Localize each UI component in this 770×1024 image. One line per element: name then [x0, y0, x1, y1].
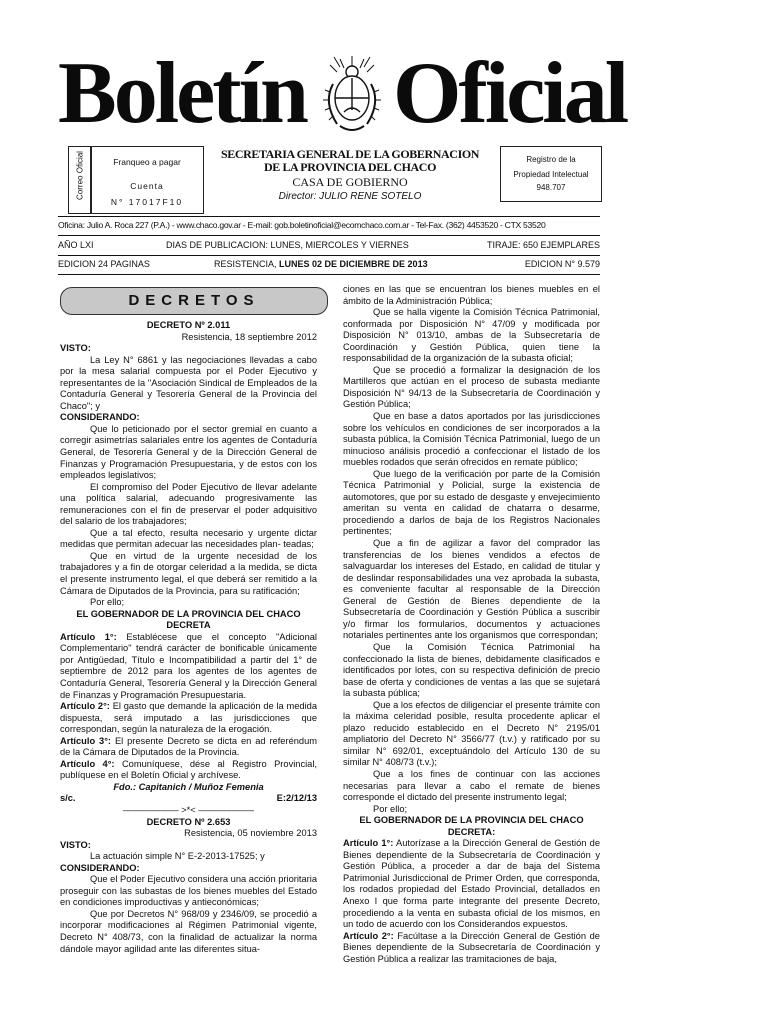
signature: Fdo.: Capitanich / Muñoz Femenia [113, 781, 264, 792]
paragraph: Que luego de la verificación por parte de la Comisión Técnica Patrimonial y Policial, surge la existencia de automotores, que por su estado de desgaste y envejecimiento ameritan su venta en calidad de chatarra o desarme, procediendo a darlos de baja de los Registros Nacionales pertinentes; [343, 468, 600, 537]
paragraph: Que se procedió a formalizar la designación de los Martilleros que actúan en el proceso de subasta mediante Disposición N° 94/13 de la Subsecretaría de Coordinación y Gestión Pública; [343, 364, 600, 410]
paragraph: Que a tal efecto, resulta necesario y urgente dictar medidas que permitan adecuar las necesidades plan- teadas; [60, 527, 317, 550]
paragraph: ciones en las que se encuentran los bienes muebles en el ámbito de la Administración Pública; [343, 284, 600, 306]
visto-heading: VISTO: [60, 839, 91, 850]
article [60, 701, 317, 736]
divider [58, 274, 600, 275]
article [343, 931, 600, 966]
paragraph: El compromiso del Poder Ejecutivo de llevar adelante una política salarial, adecuando progresivamente las remuneraciones con el fin de preservar el poder adquisitivo del salario de los trabajadores; [60, 481, 317, 527]
decree-date: Resistencia, 05 noviembre 2013 [184, 828, 317, 839]
edicion-numero: EDICION N° 9.579 [524, 259, 600, 269]
gobernador-heading: EL GOBERNADOR DE LA PROVINCIA DEL CHACO [359, 815, 584, 826]
decree-title: DECRETO Nº 2.011 [146, 320, 231, 330]
article-label: Artículo 1°: [60, 631, 117, 642]
paragraph: Que en virtud de la urgente necesidad de los trabajadores y a fin de otorgar celeridad a la medida, se dicta el presente instrumento legal, el que deberá ser remitido a la Cámara de Diputados de la Provincia, para su ratificación; [60, 550, 317, 596]
decreta-heading: DECRETA [166, 620, 211, 631]
tiraje: TIRAJE: 650 EJEMPLARES [486, 240, 600, 250]
secretaria-line-1: SECRETARIA GENERAL DE LA GOBERNACION [220, 147, 480, 161]
secretaria-block [205, 148, 495, 204]
sc-date: E:2/12/13 [276, 793, 317, 804]
por-ello: Por ello; [90, 597, 125, 608]
casa-de-gobierno: CASA DE GOBIERNO [292, 175, 408, 189]
franqueo-box [90, 146, 204, 214]
correo-label: Correo Oficial [75, 151, 85, 200]
right-column [343, 284, 600, 965]
article-text: Autorízase a la Dirección General de Gestión de Bienes dependiente de la Subsecretaría de Coordinación y Gestión Pública, a proceder a dar de baja del Sistema Patrimonial Jurisdiccional de Primer Orden, que corresponda, los rodados propiedad del Estado Provincial, detallados en Anexo I que forma parte integrante del presente Decreto, procediendo a la venta en subasta oficial de los mismos, en un todo de acuerdo con los Considerandos expuestos. [343, 838, 600, 930]
separator: —————— >*< —————— [122, 804, 255, 815]
edicion-paginas: EDICION 24 PAGINAS [58, 259, 150, 269]
paragraph: Que a fin de agilizar a favor del comprador las transferencias de los bienes vendidos a efectos de salvaguardar los intereses del Estado, en calidad de titular y de deslindar responsabilidades una vez aprobada la subasta, es conveniente facultar al responsable de la Dirección General de Gestión de Bienes dependiente de la Subsecretaría de Coordinación y Gestión Pública a suscribir y/o firmar los formularios, documentos y actuaciones notariales pertinentes ante los organismos que correspondan; [343, 538, 600, 641]
article-text: Comuníquese, dése al Registro Provincial, publíquese en el Boletín Oficial y archívese. [60, 758, 317, 781]
por-ello: Por ello; [373, 803, 408, 814]
registro-line-1: Registro de la [526, 155, 576, 164]
article [343, 838, 600, 930]
article-label: Artículo 1°: [343, 838, 394, 849]
divider [58, 235, 600, 236]
article [60, 759, 317, 782]
article [60, 632, 317, 701]
article-text: El presente Decreto se dicta en ad referéndum de la Cámara de Diputados de la Provincia. [60, 735, 317, 758]
title-word-right: Oficial [393, 45, 627, 142]
fecha-prefix: RESISTENCIA, [214, 259, 277, 269]
article-label: Artículo 4°: [60, 758, 115, 769]
gobernador-heading: EL GOBERNADOR DE LA PROVINCIA DEL CHACO [76, 608, 301, 619]
sc-label: s/c. [60, 793, 76, 804]
correo-oficial-box [68, 146, 92, 214]
masthead-title [58, 45, 718, 142]
registro-number: 948.707 [536, 183, 566, 192]
publication-footer [60, 793, 317, 805]
secretaria-line-2: DE LA PROVINCIA DEL CHACO [263, 160, 437, 174]
paragraph: Que por Decretos N° 968/09 y 2346/09, se procedió a incorporar modificaciones al Régimen Patrimonial vigente, Decreto N° 408/73, con la finalidad de actualizar la norma dándole mayor agilidad ante las diferentes situa- [60, 908, 317, 954]
paragraph: Que a los efectos de diligenciar el presente trámite con la máxima celeridad posible, resulta procedente aplicar el plazo reducido establecido en el Decreto N° 2195/01 ampliatorio del Decreto N° 3566/77 (t.v.) y ratificado por su similar N° 692/01, exceptuándolo del Artículo 130 de su similar N° 408/73 (t.v.); [343, 699, 600, 768]
director: Director: JULIO RENE SOTELO [278, 191, 422, 202]
title-word-left: Boletín [58, 45, 306, 142]
divider [58, 255, 600, 256]
registro-box [500, 146, 602, 202]
oficina-line: Oficina: Julio A. Roca 227 (P.A.) - www.chaco.gov.ar - E-mail: gob.boletinoficial@ecomchaco.com.ar - Tel-Fax. (362) 4453520 - CTX 53520 [58, 220, 546, 230]
article [60, 736, 317, 759]
left-column [60, 320, 317, 955]
decree-title: DECRETO Nº 2.653 [146, 816, 231, 827]
registro-line-2: Propiedad Intelectual [513, 170, 589, 179]
cuenta-number: N° 17017F10 [110, 197, 184, 207]
article-text: El gasto que demande la aplicación de la medida dispuesta, será imputado a las jurisdicciones que correspondan, según la naturaleza de la erogación. [60, 701, 317, 735]
divider [58, 216, 600, 217]
considerando-heading: CONSIDERANDO: [60, 862, 140, 873]
paragraph: Que el Poder Ejecutivo considera una acción prioritaria proseguir con las subastas de los bienes muebles del Estado en condiciones improductivas y antieconómicas; [60, 874, 317, 908]
coat-of-arms-icon [310, 54, 394, 138]
franqueo-label: Franqueo a pagar [113, 157, 181, 167]
paragraph: Que se halla vigente la Comisión Técnica Patrimonial, conformada por Disposición N° 47/09 y modificada por Disposición N° 013/10, ambas de la Subsecretaría de Coordinación y Gestión Pública, quien tiene la responsabilidad de la organización de la subasta oficial; [343, 307, 600, 364]
paragraph: Que a los fines de continuar con las acciones necesarias para llevar a cabo el remate de bienes corresponde el dictado del presente instrumento legal; [343, 768, 600, 803]
cuenta-label: Cuenta [130, 181, 164, 191]
visto-heading: VISTO: [60, 343, 91, 354]
paragraph: La actuación simple N° E-2-2013-17525; y [90, 851, 265, 862]
decree-date: Resistencia, 18 septiembre 2012 [181, 331, 317, 342]
section-banner: DECRETOS [60, 287, 328, 315]
article-label: Artículo 2°: [60, 701, 110, 712]
considerando-heading: CONSIDERANDO: [60, 412, 140, 423]
paragraph: Que la Comisión Técnica Patrimonial ha confeccionado la lista de bienes, debidamente clasificados e identificados por lotes, con su respectiva definición de precio base de oferta y condiciones de ventas a las que se sujetará la subasta pública; [343, 641, 600, 699]
paragraph: La Ley N° 6861 y las negociaciones llevadas a cabo por la mesa salarial compuesta por el Poder Ejecutivo y representantes de la "Asociación Sindical de Empleados de la Contaduría General y Tesorería General de la Provincia del Chaco"; y [60, 354, 317, 411]
fecha-line [214, 259, 428, 269]
article-label: Artículo 3°: [60, 735, 112, 746]
paragraph: Que lo peticionado por el sector gremial en cuanto a corregir asimetrías salariales entre los agentes de Contaduría General, de Tesorería General y de la Dirección General de Finanzas y Programación Presupuestaria, y de estos con los empleados legislativos; [60, 423, 317, 481]
dias-publicacion: DIAS DE PUBLICACION: LUNES, MIERCOLES Y VIERNES [166, 240, 409, 250]
decreta-heading: DECRETA: [447, 826, 496, 837]
article-label: Artículo 2°: [343, 930, 394, 941]
anio: AÑO LXI [58, 240, 94, 250]
article-text: Establécese que el concepto "Adicional Complementario" tendrá carácter de bonificable únicamente por Antigüedad, Título e Incompatibilidad a partir del 1° de septiembre de 2012 para los agentes de los agentes de Contaduría General, Tesorería General y la Dirección General de Finanzas y Programación Presupuestaria. [60, 631, 317, 700]
article-text: Facúltase a la Dirección General de Gestión de Bienes dependiente de la Subsecretaría de Coordinación y Gestión Pública a realizar las tramitaciones de baja, [343, 930, 600, 964]
fecha: LUNES 02 DE DICIEMBRE DE 2013 [279, 259, 428, 269]
paragraph: Que en base a datos aportados por las jurisdicciones sobre los vehículos en condiciones de ser incorporados a la subasta pública, la Comisión Técnica Patrimonial, luego de un minucioso análisis procedió a confeccionar el listado de los muebles rodados que serán ofrecidos en remate público; [343, 411, 600, 468]
